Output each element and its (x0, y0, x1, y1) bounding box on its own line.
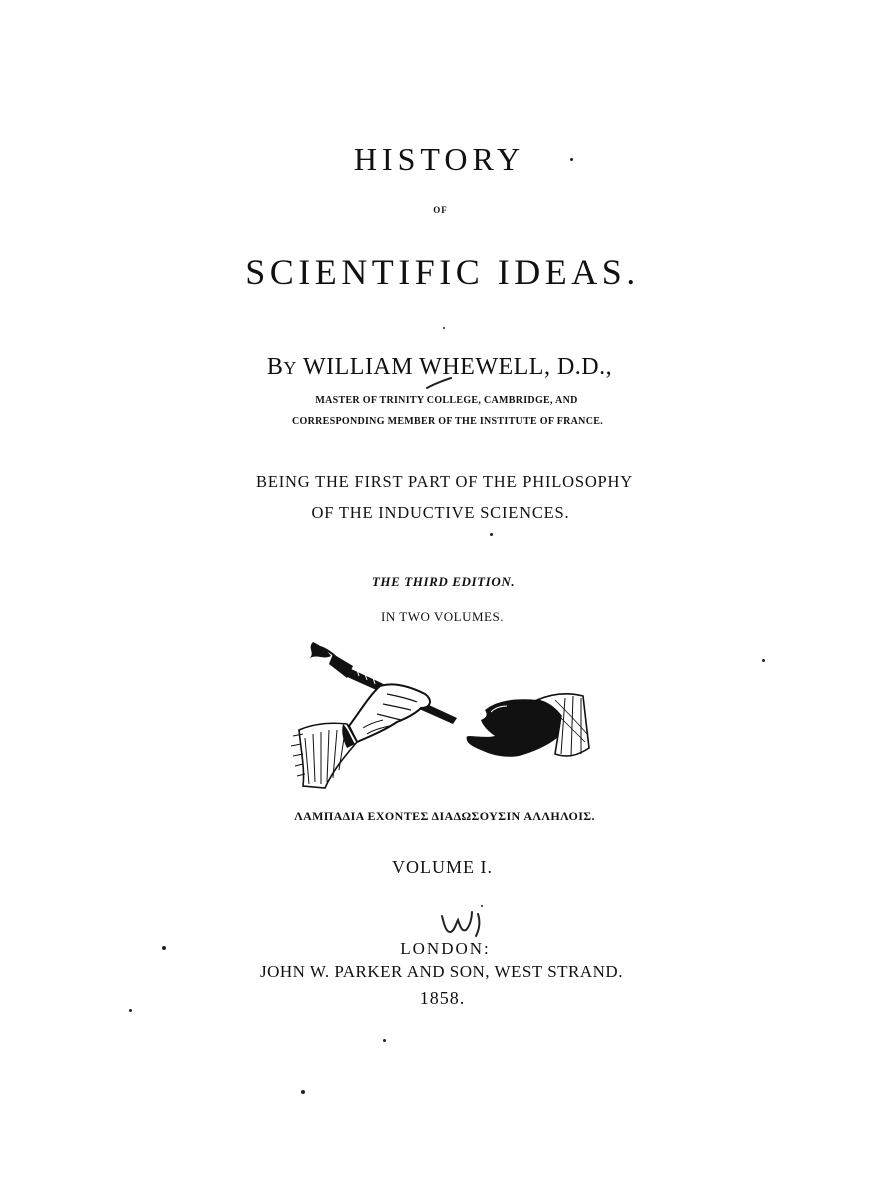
title-line-2: SCIENTIFIC IDEAS. (245, 252, 640, 292)
imprint-publisher: JOHN W. PARKER AND SON, WEST STRAND. (260, 962, 623, 981)
subtitle-line-1: BEING THE FIRST PART OF THE PHILOSOPHY (256, 472, 633, 491)
title-of: OF (433, 205, 448, 215)
speck (490, 533, 493, 536)
speck (301, 1090, 305, 1094)
volumes-line: IN TWO VOLUMES. (381, 609, 504, 624)
volume-line: VOLUME I. (392, 857, 493, 877)
subtitle-line-2: OF THE INDUCTIVE SCIENCES. (311, 503, 570, 522)
handwritten-annotation (428, 902, 488, 942)
title-line-1: HISTORY (353, 141, 526, 177)
speck (443, 327, 445, 329)
speck (129, 1009, 132, 1012)
speck (570, 158, 573, 161)
pencil-accent-mark (425, 376, 453, 390)
author-by-initial: B (266, 354, 284, 380)
speck (481, 905, 483, 907)
speck (162, 946, 166, 950)
affiliation-line-1: MASTER OF TRINITY COLLEGE, CAMBRIDGE, AND (315, 395, 578, 406)
greek-motto: ΛΑΜΠΑΔΙΑ ΕΧΟΝΤΕΣ ΔΙΑΔΩΣΟΥΣΙΝ ΑΛΛΗΛΟΙΣ. (294, 809, 595, 823)
speck (762, 659, 765, 662)
author-by-rest: Y (283, 358, 297, 378)
speck (383, 1039, 386, 1042)
imprint-year: 1858. (419, 988, 466, 1008)
affiliation-line-2: CORRESPONDING MEMBER OF THE INSTITUTE OF FRANCE. (291, 416, 603, 427)
edition-line: THE THIRD EDITION. (371, 574, 516, 589)
author-name: WILLIAM WHEWELL, D.D., (296, 354, 613, 380)
torch-passing-hands-icon (285, 638, 595, 793)
imprint-city: LONDON: (400, 939, 491, 958)
